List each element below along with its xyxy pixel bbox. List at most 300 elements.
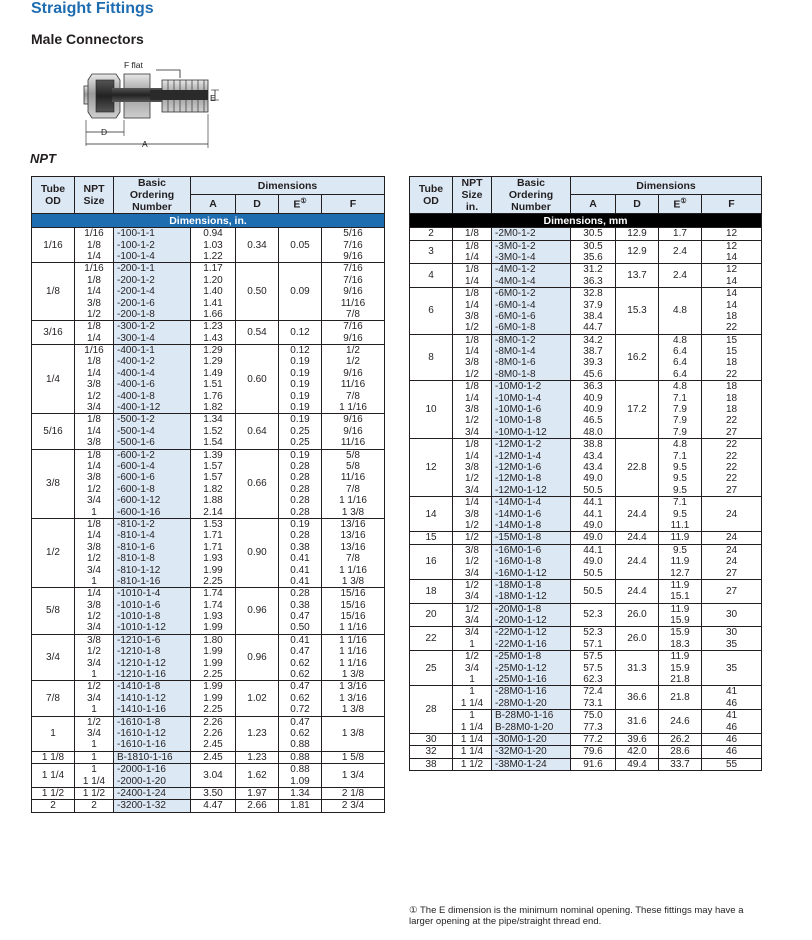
npt-size-cell — [75, 787, 114, 799]
dim-e-cell-value: 0.41 — [290, 553, 310, 565]
dim-f-cell-value: 14 — [725, 275, 738, 287]
npt-size-cell-value: 3/4 — [87, 564, 101, 576]
npt-size-cell-value: 1/8 — [465, 240, 479, 252]
dim-e-cell — [659, 603, 702, 627]
ordering-number-cell-value: -600-1-12 — [117, 495, 161, 507]
ordering-number-cell — [114, 634, 191, 681]
dim-d-cell: 1.23 — [236, 716, 279, 751]
npt-size-cell-value: 1/2 — [465, 415, 479, 427]
dim-a-cell-value: 3.50 — [203, 787, 223, 799]
npt-size-cell — [453, 381, 492, 439]
ordering-number-cell — [492, 686, 571, 710]
dim-a-cell-value: 1.29 — [203, 356, 223, 368]
dim-e-cell-value: 4.8 — [673, 439, 687, 451]
dim-e-cell-value: 0.88 — [290, 739, 310, 751]
dim-d-cell: 0.96 — [236, 634, 279, 681]
dim-a-cell-value: 1.93 — [203, 553, 223, 565]
npt-size-cell-value: 1/4 — [87, 367, 101, 379]
d-dim-label: D — [101, 127, 108, 137]
dim-a-cell-value: 1.17 — [203, 263, 223, 275]
ordering-number-cell-value: -810-1-6 — [117, 541, 155, 553]
dim-f-cell-value: 5/16 — [343, 228, 363, 240]
dim-e-cell — [659, 651, 702, 686]
npt-section-label: NPT — [30, 151, 56, 166]
ordering-number-cell-value: -2000-1-16 — [117, 764, 166, 776]
ordering-number-cell-value: -16M0-1-6 — [495, 544, 542, 556]
dim-e-cell — [659, 627, 702, 651]
dim-e-cell — [279, 681, 322, 716]
dim-a-cell — [191, 681, 236, 716]
dim-f-cell-value: 22 — [725, 415, 738, 427]
dim-e-cell-value: 0.28 — [290, 461, 310, 472]
dim-f-cell-value: 15/16 — [340, 588, 366, 600]
dim-a-cell — [571, 264, 616, 288]
male-connector-diagram — [72, 56, 232, 150]
dim-a-cell-value: 1.99 — [203, 681, 223, 693]
dim-f-cell-value: 1 3/8 — [341, 506, 365, 518]
dim-e-cell-value: 0.25 — [290, 425, 310, 437]
dim-e-cell-value: 1.09 — [290, 775, 310, 787]
col-dimensions: Dimensions — [571, 177, 762, 195]
dim-e-cell — [659, 710, 702, 734]
table-row — [32, 588, 385, 635]
dim-e-cell-value: 12.7 — [670, 567, 690, 579]
dim-f-cell — [322, 764, 385, 788]
npt-size-cell-value: 3/8 — [87, 599, 101, 611]
dim-d-cell: 24.4 — [616, 497, 659, 532]
dim-f-cell-value: 27 — [725, 567, 738, 579]
dim-d-cell: 0.66 — [236, 449, 279, 518]
tube-od-cell: 2 — [410, 228, 453, 240]
ordering-number-cell — [492, 439, 571, 497]
ordering-number-cell — [492, 334, 571, 381]
tube-od-cell: 12 — [410, 439, 453, 497]
ordering-number-cell-value: -810-1-12 — [117, 564, 161, 576]
dim-f-cell — [322, 321, 385, 345]
ordering-number-cell-value: -1010-1-4 — [117, 588, 161, 600]
ordering-number-cell-value: -400-1-12 — [117, 402, 161, 414]
npt-size-cell — [75, 263, 114, 321]
dim-e-cell — [659, 264, 702, 288]
npt-size-cell-value: 1 1/2 — [460, 758, 484, 770]
npt-size-cell-value: 1 — [91, 575, 97, 587]
npt-size-cell-value: 3/8 — [87, 297, 101, 309]
ordering-number-cell-value: -200-1-4 — [117, 286, 155, 298]
dim-f-cell — [322, 751, 385, 763]
ordering-number-cell-value: -12M0-1-8 — [495, 473, 542, 485]
tube-od-cell: 1 — [32, 716, 75, 751]
npt-size-cell — [453, 603, 492, 627]
dim-e-cell — [659, 686, 702, 710]
ordering-number-cell — [114, 800, 191, 812]
npt-size-cell — [453, 334, 492, 381]
ordering-number-cell — [492, 627, 571, 651]
dim-f-cell-value: 46 — [725, 746, 738, 758]
e-dim-label: E — [210, 93, 216, 103]
ordering-number-cell-value: -12M0-1-12 — [495, 484, 547, 496]
tube-od-cell: 18 — [410, 579, 453, 603]
npt-size-cell — [453, 497, 492, 532]
dim-e-cell — [659, 439, 702, 497]
ordering-number-cell-value: -8M0-1-6 — [495, 357, 536, 369]
dim-f-cell — [702, 240, 762, 264]
npt-size-cell-value: 1/4 — [465, 392, 479, 404]
npt-size-cell-value: 1 — [91, 669, 97, 681]
dim-a-cell-value: 2.26 — [203, 716, 223, 728]
dim-f-cell — [702, 381, 762, 439]
tube-od-cell: 5/16 — [32, 414, 75, 449]
ordering-number-cell-value: -30M0-1-20 — [495, 733, 547, 745]
dim-e-cell-value: 9.5 — [673, 484, 687, 496]
dim-f-cell-value: 1 3/4 — [341, 769, 365, 781]
npt-size-cell — [75, 800, 114, 812]
npt-size-cell-value: 1/4 — [87, 286, 101, 298]
npt-size-cell-value: 1/8 — [87, 518, 101, 530]
dim-a-cell-value: 1.23 — [203, 321, 223, 333]
dim-a-cell-value: 1.34 — [203, 414, 223, 426]
ordering-number-cell — [114, 228, 191, 263]
dim-f-cell — [322, 681, 385, 716]
dim-a-cell-value: 52.3 — [583, 627, 603, 639]
dim-e-cell-value: 26.2 — [670, 733, 690, 745]
npt-size-cell — [453, 288, 492, 335]
dim-f-cell — [702, 733, 762, 745]
dim-e-cell — [279, 345, 322, 414]
dim-a-cell — [191, 716, 236, 751]
dim-a-cell-value: 30.5 — [583, 240, 603, 252]
npt-size-cell-value: 1/16 — [84, 228, 104, 240]
dim-f-cell-value: 24 — [725, 544, 738, 556]
dim-f-cell-value: 22 — [725, 462, 738, 473]
dim-f-cell — [702, 264, 762, 288]
npt-size-cell-value: 3/8 — [87, 541, 101, 553]
npt-size-cell — [75, 518, 114, 587]
tube-od-cell: 2 — [32, 800, 75, 812]
dim-f-cell — [702, 544, 762, 579]
dim-f-cell-value: 27 — [725, 484, 738, 496]
ordering-number-cell-value: -25M0-1-8 — [495, 651, 542, 663]
dim-a-cell-value: 57.1 — [583, 638, 603, 650]
tube-od-cell: 32 — [410, 746, 453, 758]
dim-e-cell-value: 0.25 — [290, 437, 310, 449]
dim-a-cell — [571, 710, 616, 734]
dim-f-cell-value: 18 — [725, 310, 738, 322]
ordering-number-cell — [492, 544, 571, 579]
ordering-number-cell — [114, 787, 191, 799]
dim-e-cell-value: 0.62 — [290, 692, 310, 704]
tube-od-cell: 1 1/2 — [32, 787, 75, 799]
dim-a-cell-value: 2.25 — [203, 669, 223, 681]
dim-e-cell-value: 33.7 — [670, 758, 690, 770]
dim-a-cell — [191, 800, 236, 812]
dim-e-cell-value: 0.19 — [290, 390, 310, 402]
dim-a-cell-value: 35.6 — [583, 251, 603, 263]
ordering-number-cell-value: -14M0-1-4 — [495, 497, 542, 509]
ordering-number-cell-value: -22M0-1-16 — [495, 638, 547, 650]
dim-e-cell-value: 7.1 — [673, 450, 687, 462]
npt-size-cell — [453, 544, 492, 579]
dim-f-cell — [322, 716, 385, 751]
dim-f-cell — [702, 334, 762, 381]
ordering-number-cell-value: -4M0-1-2 — [495, 264, 536, 276]
dim-e-cell-value: 18.3 — [670, 638, 690, 650]
dim-e-cell — [279, 449, 322, 518]
npt-size-cell-value: 3/4 — [87, 727, 101, 739]
dim-a-cell-value: 77.2 — [583, 733, 603, 745]
dim-f-cell — [702, 497, 762, 532]
dim-e-cell — [659, 334, 702, 381]
dim-e-cell-value: 21.8 — [670, 692, 690, 704]
dim-e-cell — [279, 634, 322, 681]
dim-d-cell: 49.4 — [616, 758, 659, 770]
dim-e-cell-value: 7.1 — [673, 392, 687, 404]
npt-size-cell — [75, 716, 114, 751]
dim-a-cell — [191, 345, 236, 414]
ordering-number-cell-value: -12M0-1-6 — [495, 462, 542, 473]
ordering-number-cell — [492, 579, 571, 603]
ordering-number-cell-value: -6M0-1-6 — [495, 310, 536, 322]
ordering-number-cell-value: -28M0-1-16 — [495, 686, 547, 698]
table-row — [32, 787, 385, 799]
ordering-number-cell-value: -28M0-1-20 — [495, 697, 547, 709]
npt-size-cell-value: 1 1/4 — [460, 733, 484, 745]
npt-size-cell — [453, 532, 492, 544]
dim-e-cell-value: 0.41 — [290, 564, 310, 576]
ordering-number-cell-value: -200-1-1 — [117, 263, 155, 275]
dim-d-cell: 13.7 — [616, 264, 659, 288]
dim-e-cell-value: 4.8 — [673, 305, 687, 317]
dim-e-cell-value: 28.6 — [670, 746, 690, 758]
dim-e-cell-value: 0.28 — [290, 472, 310, 484]
dim-d-cell: 1.02 — [236, 681, 279, 716]
npt-size-cell-value: 3/4 — [465, 426, 479, 438]
dim-a-cell — [571, 497, 616, 532]
ordering-number-cell-value: -500-1-4 — [117, 425, 155, 437]
dim-f-cell-value: 46 — [725, 733, 738, 745]
dim-e-cell-value: 2.4 — [673, 270, 687, 282]
table-row — [32, 764, 385, 788]
dim-f-cell-value: 9/16 — [343, 425, 363, 437]
dim-e-cell — [279, 751, 322, 763]
npt-size-cell-value: 1/8 — [87, 414, 101, 426]
dim-a-cell-value: 1.54 — [203, 437, 223, 449]
ordering-number-cell-value: -1210-1-8 — [117, 646, 161, 658]
col-ordering-number: Basic Ordering Number — [114, 177, 191, 214]
npt-size-cell — [453, 228, 492, 240]
dim-f-cell-value: 1 5/8 — [341, 751, 365, 763]
dim-e-cell-value: 0.09 — [290, 286, 310, 298]
dim-d-cell: 0.60 — [236, 345, 279, 414]
dim-e-cell-value: 0.28 — [290, 530, 310, 542]
npt-size-cell — [75, 681, 114, 716]
npt-size-cell-value: 1/2 — [465, 368, 479, 380]
npt-size-cell-value: 1 1/4 — [460, 721, 484, 733]
dim-f-cell-value: 18 — [725, 381, 738, 393]
dim-e-cell-value: 0.28 — [290, 483, 310, 495]
ordering-number-cell — [492, 710, 571, 734]
npt-size-cell-value: 1/8 — [465, 228, 479, 240]
dim-a-cell — [191, 764, 236, 788]
npt-size-cell-value: 1/4 — [465, 497, 479, 509]
col-dimensions: Dimensions — [191, 177, 385, 195]
dim-e-cell-value: 11.1 — [670, 519, 690, 531]
dim-e-cell-value: 7.9 — [673, 415, 687, 427]
ordering-number-cell-value: -1210-1-6 — [117, 634, 161, 646]
dim-e-cell-value: 0.62 — [290, 669, 310, 681]
npt-size-cell-value: 1/4 — [87, 461, 101, 472]
dim-e-cell-value: 0.12 — [290, 345, 310, 357]
npt-size-cell-value: 1/4 — [87, 588, 101, 600]
npt-size-cell-value: 1/2 — [465, 519, 479, 531]
npt-size-cell-value: 1/4 — [465, 450, 479, 462]
npt-size-cell-value: 1/4 — [465, 346, 479, 358]
dim-a-cell — [191, 321, 236, 345]
dim-d-cell: 2.66 — [236, 800, 279, 812]
dim-f-cell-value: 1 3/8 — [341, 704, 365, 716]
dim-e-cell-value: 11.9 — [670, 651, 690, 663]
dim-e-cell — [659, 579, 702, 603]
npt-size-cell-value: 1 1/4 — [460, 746, 484, 758]
npt-size-cell-value: 3/4 — [87, 622, 101, 634]
npt-size-cell-value: 1 1/4 — [82, 775, 106, 787]
dim-d-cell: 1.23 — [236, 751, 279, 763]
dim-e-cell-value: 15.9 — [670, 662, 690, 674]
dim-f-cell — [322, 588, 385, 635]
dim-a-cell — [191, 449, 236, 518]
npt-size-cell-value: 3/4 — [465, 662, 479, 674]
dim-f-cell-value: 2 3/4 — [341, 800, 365, 812]
ordering-number-cell — [492, 746, 571, 758]
ordering-number-cell-value: B-1810-1-16 — [117, 751, 173, 763]
ordering-number-cell-value: -18M0-1-8 — [495, 579, 542, 591]
ordering-number-cell-value: -1210-1-16 — [117, 669, 166, 681]
dim-f-cell-value: 12 — [725, 240, 738, 252]
dim-a-cell-value: 1.82 — [203, 483, 223, 495]
dim-e-cell-value: 2.4 — [673, 246, 687, 258]
table-row — [410, 439, 762, 497]
dim-a-cell-value: 1.20 — [203, 274, 223, 286]
dim-d-cell: 24.4 — [616, 544, 659, 579]
dim-f-cell-value: 9/16 — [343, 332, 363, 344]
dim-f-cell — [702, 228, 762, 240]
dim-a-cell — [571, 228, 616, 240]
dim-f-cell-value: 11/16 — [340, 437, 366, 449]
table-row — [32, 634, 385, 681]
ordering-number-cell-value: -400-1-8 — [117, 390, 155, 402]
npt-size-cell-value: 1/2 — [465, 473, 479, 485]
npt-size-cell-value: 3/8 — [465, 544, 479, 556]
dim-e-cell-value: 0.41 — [290, 634, 310, 646]
dim-a-cell-value: 1.71 — [203, 541, 223, 553]
tube-od-cell: 3/4 — [32, 634, 75, 681]
table-row — [32, 321, 385, 345]
dim-a-cell — [571, 746, 616, 758]
npt-size-cell — [453, 758, 492, 770]
ordering-number-cell — [114, 449, 191, 518]
dim-e-cell-value: 4.8 — [673, 381, 687, 393]
npt-size-cell-value: 2 — [91, 800, 97, 812]
dim-e-cell-value: 0.28 — [290, 506, 310, 518]
dim-d-cell: 12.9 — [616, 228, 659, 240]
dim-a-cell-value: 44.1 — [583, 508, 603, 520]
dim-f-cell-value: 1 1/16 — [339, 402, 367, 414]
dim-a-cell-value: 49.0 — [583, 556, 603, 568]
dim-e-cell-value: 0.47 — [290, 611, 310, 623]
dim-a-cell-value: 4.47 — [203, 800, 223, 812]
tube-od-cell: 6 — [410, 288, 453, 335]
dim-a-cell — [571, 733, 616, 745]
dim-e-cell-value: 1.81 — [290, 800, 310, 812]
dim-e-cell-value: 0.88 — [290, 751, 310, 763]
dim-e-cell-value: 6.4 — [673, 357, 687, 369]
table-row — [410, 627, 762, 651]
dim-e-cell-value: 0.72 — [290, 704, 310, 716]
dim-f-cell-value: 1 1/16 — [339, 634, 367, 646]
npt-size-cell-value: 1 — [91, 751, 97, 763]
npt-size-cell-value: 1 1/4 — [460, 697, 484, 709]
dim-a-cell-value: 91.6 — [583, 758, 603, 770]
ordering-number-cell-value: -1610-1-16 — [117, 739, 166, 751]
npt-size-cell-value: 3/8 — [465, 404, 479, 416]
npt-size-cell-value: 1/2 — [87, 716, 101, 728]
tube-od-cell: 14 — [410, 497, 453, 532]
dim-d-cell: 24.4 — [616, 579, 659, 603]
npt-size-cell-value: 3/8 — [465, 310, 479, 322]
ordering-number-cell-value: -25M0-1-16 — [495, 674, 547, 686]
dim-e-cell-value: 7.1 — [673, 497, 687, 509]
dim-e-cell-value: 0.41 — [290, 575, 310, 587]
npt-size-cell — [453, 439, 492, 497]
dim-f-cell-value: 1 1/16 — [339, 646, 367, 658]
dim-f-cell-value: 22 — [725, 439, 738, 451]
dim-f-cell-value: 1 3/8 — [341, 669, 365, 681]
dim-f-cell-value: 24 — [725, 556, 738, 568]
inch-dimensions-table — [31, 176, 385, 813]
tube-od-cell: 3/16 — [32, 321, 75, 345]
npt-size-cell-value: 1/8 — [465, 264, 479, 276]
dim-f-cell — [702, 686, 762, 710]
dim-a-cell-value: 1.40 — [203, 286, 223, 298]
ordering-number-cell-value: -300-1-4 — [117, 332, 155, 344]
npt-size-cell-value: 1 — [91, 704, 97, 716]
ordering-number-cell-value: -400-1-6 — [117, 379, 155, 391]
dim-e-cell — [659, 532, 702, 544]
dim-e-cell — [279, 787, 322, 799]
ordering-number-cell-value: -810-1-16 — [117, 575, 161, 587]
ordering-number-cell-value: -1610-1-8 — [117, 716, 161, 728]
dim-e-cell-value: 9.5 — [673, 508, 687, 520]
npt-size-cell-value: 3/4 — [465, 567, 479, 579]
dim-a-cell-value: 43.4 — [583, 462, 603, 473]
ordering-number-cell-value: -400-1-4 — [117, 367, 155, 379]
dim-a-cell-value: 2.25 — [203, 704, 223, 716]
f-flat-label: F flat — [124, 60, 143, 70]
dim-f-cell — [322, 345, 385, 414]
dim-a-cell-value: 1.99 — [203, 657, 223, 669]
ordering-number-cell-value: -200-1-6 — [117, 297, 155, 309]
dim-e-cell-value: 0.19 — [290, 449, 310, 461]
dim-f-cell-value: 9/16 — [343, 250, 363, 262]
dim-e-cell-value: 21.8 — [670, 674, 690, 686]
dim-e-cell — [659, 288, 702, 335]
npt-size-cell-value: 1/4 — [87, 250, 101, 262]
table-row — [32, 518, 385, 587]
dim-a-cell-value: 1.49 — [203, 367, 223, 379]
npt-size-cell-value: 1 — [91, 739, 97, 751]
dim-f-cell-value: 18 — [725, 357, 738, 369]
ordering-number-cell-value: -200-1-8 — [117, 308, 155, 320]
dim-f-cell-value: 35 — [725, 662, 738, 674]
